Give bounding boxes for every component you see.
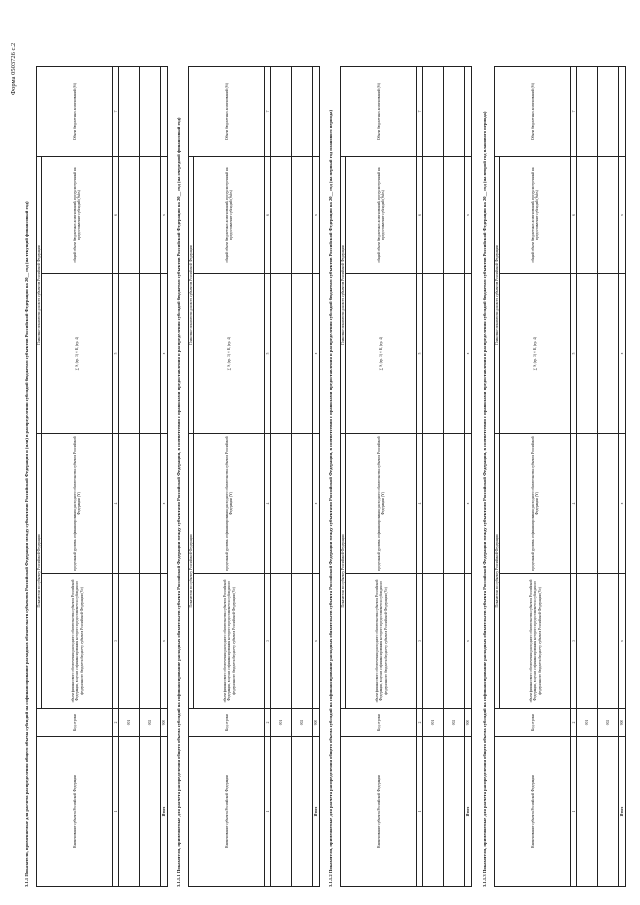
indicator-table: [36, 66, 168, 887]
cell-c4: [577, 434, 598, 574]
header-c5: ∑ Sᵢ (гр. 3) × Kᵢ (гр. 4): [42, 274, 113, 434]
header-c7: Объем бюджетных ассигнований (Si): [341, 67, 417, 157]
header-results-group: Плановые показатели для всех субъектов Российской Федерации: [495, 157, 500, 434]
section-caption: 3.1.1.3 Показатели, применяемые для расчета распределения общего объема субсидий на софинансирование расходных обязательств субъекта Российской Федерации между субъектами Российской Федерации, в соответствии с правилами предоставления и распределения субсидий бюджетам субъектов Российской Федерации на 20__ год (на второй год планового периода): [482, 111, 487, 887]
header-indicators-group: Показатели по субъекту Российской Федерации: [495, 434, 500, 709]
cell-subject: [444, 737, 465, 887]
column-number: 5: [571, 274, 577, 434]
cell-c3: [598, 574, 619, 709]
column-number: 3: [571, 574, 577, 709]
cell-c6: [423, 157, 444, 274]
section-caption: 3.1.1 Показатели, применяемые для расчета распределения общего объема субсидий на софинансирование расходных обязательств субъектов Российской Федерации между субъектами Российской Федерации и (или) в распределении субсидий бюджетам субъектов Российской Федерации на 20__ год (на текущий финансовый год): [24, 201, 29, 887]
cell-c6: [598, 157, 619, 274]
header-code: Код строки: [341, 709, 417, 737]
header-c7: Объем бюджетных ассигнований (Si): [189, 67, 265, 157]
total-c6: x: [161, 157, 168, 274]
total-c6: x: [619, 157, 626, 274]
total-c6: x: [465, 157, 472, 274]
header-subject: Наименование субъекта Российской Федерации: [341, 737, 417, 887]
cell-c5: [577, 274, 598, 434]
cell-subject: [577, 737, 598, 887]
header-indicators-group: Показатели по субъекту Российской Федерации: [189, 434, 194, 709]
total-c7: [161, 67, 168, 157]
header-subject: Наименование субъекта Российской Федерации: [37, 737, 113, 887]
header-c6: общий объем бюджетных ассигнований, предусмотренный на предоставление субсидий (Subs): [346, 157, 417, 274]
cell-code: 001: [423, 709, 444, 737]
cell-c7: [577, 67, 598, 157]
column-number: 1: [571, 737, 577, 887]
total-code: 900: [619, 709, 626, 737]
total-code: 900: [465, 709, 472, 737]
header-c4: предельный уровень софинансирования расходного обязательства субъекта Российской Федерации (Y): [346, 434, 417, 574]
total-c4: x: [161, 434, 168, 574]
column-number: 4: [113, 434, 119, 574]
cell-c3: [119, 574, 140, 709]
section-4: [482, 19, 630, 887]
cell-c4: [292, 434, 313, 574]
total-c5: x: [161, 274, 168, 434]
header-c5: ∑ Sᵢ (гр. 3) × Kᵢ (гр. 4): [346, 274, 417, 434]
total-label: Итого: [313, 737, 320, 887]
section-caption: 3.1.1.2 Показатели, применяемые для расчета распределения общего объема субсидий на софинансирование расходных обязательств субъекта Российской Федерации между субъектами Российской Федерации, в соответствии с правилами предоставления и распределения субсидий бюджетам субъектов Российской Федерации на 20__ год (на первый год планового периода): [328, 110, 333, 887]
column-number: 4: [417, 434, 423, 574]
total-c5: x: [465, 274, 472, 434]
cell-c4: [140, 434, 161, 574]
cell-c3: [292, 574, 313, 709]
total-c4: x: [465, 434, 472, 574]
total-c5: x: [313, 274, 320, 434]
total-row: [313, 67, 320, 887]
header-c4: предельный уровень софинансирования расходного обязательства субъекта Российской Федерации (Y): [42, 434, 113, 574]
cell-c4: [271, 434, 292, 574]
header-c3: объем финансового обеспечения расходного обязательства субъекта Российской Федерации, в целях софинансирования которого предоставляется субсидия из федерального бюджета бюджету субъекта Российской Федерации (Vo): [194, 574, 265, 709]
column-number: 1: [265, 737, 271, 887]
header-subject: Наименование субъекта Российской Федерации: [495, 737, 571, 887]
header-c6: общий объем бюджетных ассигнований, предусмотренный на предоставление субсидий (Subs): [42, 157, 113, 274]
table-row: [271, 67, 292, 887]
cell-c5: [598, 274, 619, 434]
total-c4: x: [619, 434, 626, 574]
cell-c4: [119, 434, 140, 574]
header-c5: ∑ Sᵢ (гр. 3) × Kᵢ (гр. 4): [194, 274, 265, 434]
total-c7: [313, 67, 320, 157]
cell-c6: [444, 157, 465, 274]
header-indicators-group: Показатели по субъекту Российской Федерации: [341, 434, 346, 709]
column-number: 1: [113, 737, 119, 887]
column-number: 7: [265, 67, 271, 157]
cell-c5: [140, 274, 161, 434]
table-row: [119, 67, 140, 887]
total-c3: x: [161, 574, 168, 709]
cell-subject: [423, 737, 444, 887]
cell-c7: [271, 67, 292, 157]
header-c5: ∑ Sᵢ (гр. 3) × Kᵢ (гр. 4): [500, 274, 571, 434]
cell-c7: [140, 67, 161, 157]
cell-c7: [444, 67, 465, 157]
section-caption: 3.1.1.1 Показатели, применяемые для расчета распределения общего объема субсидий на софинансирование расходных обязательств субъекта Российской Федерации между субъектами Российской Федерации, в соответствии с правилами предоставления и распределения субсидий бюджетам субъектов Российской Федерации на 20__ год (на очередной финансовый год): [176, 117, 181, 887]
cell-code: 002: [598, 709, 619, 737]
total-c3: x: [313, 574, 320, 709]
indicator-table: [188, 66, 320, 887]
table-row: [423, 67, 444, 887]
header-results-group: Плановые показатели для всех субъектов Российской Федерации: [37, 157, 42, 434]
cell-c3: [423, 574, 444, 709]
total-c3: x: [465, 574, 472, 709]
header-c3: объем финансового обеспечения расходного обязательства субъекта Российской Федерации, в целях софинансирования которого предоставляется субсидия из федерального бюджета бюджету субъекта Российской Федерации (Vo): [42, 574, 113, 709]
column-number: 2: [571, 709, 577, 737]
cell-c5: [444, 274, 465, 434]
cell-c7: [598, 67, 619, 157]
column-number: 7: [571, 67, 577, 157]
cell-c6: [292, 157, 313, 274]
total-label: Итого: [161, 737, 168, 887]
cell-c6: [119, 157, 140, 274]
cell-c5: [423, 274, 444, 434]
table-row: [577, 67, 598, 887]
indicator-table: [340, 66, 472, 887]
cell-code: 002: [140, 709, 161, 737]
cell-c3: [444, 574, 465, 709]
header-subject: Наименование субъекта Российской Федерации: [189, 737, 265, 887]
total-c3: x: [619, 574, 626, 709]
cell-c5: [292, 274, 313, 434]
cell-code: 001: [119, 709, 140, 737]
cell-c5: [271, 274, 292, 434]
cell-c6: [577, 157, 598, 274]
cell-c7: [119, 67, 140, 157]
total-c7: [465, 67, 472, 157]
header-results-group: Плановые показатели для всех субъектов Российской Федерации: [341, 157, 346, 434]
header-c7: Объем бюджетных ассигнований (Si): [37, 67, 113, 157]
cell-subject: [271, 737, 292, 887]
header-code: Код строки: [37, 709, 113, 737]
header-c3: объем финансового обеспечения расходного обязательства субъекта Российской Федерации, в целях софинансирования которого предоставляется субсидия из федерального бюджета бюджету субъекта Российской Федерации (Vo): [500, 574, 571, 709]
header-c4: предельный уровень софинансирования расходного обязательства субъекта Российской Федерации (Y): [500, 434, 571, 574]
cell-c4: [444, 434, 465, 574]
cell-c5: [119, 274, 140, 434]
total-code: 900: [161, 709, 168, 737]
header-c6: общий объем бюджетных ассигнований, предусмотренный на предоставление субсидий (Subs): [500, 157, 571, 274]
cell-c7: [292, 67, 313, 157]
total-label: Итого: [619, 737, 626, 887]
total-c4: x: [313, 434, 320, 574]
header-code: Код строки: [189, 709, 265, 737]
cell-c4: [598, 434, 619, 574]
cell-c3: [140, 574, 161, 709]
section-1: [24, 19, 172, 887]
header-code: Код строки: [495, 709, 571, 737]
cell-subject: [140, 737, 161, 887]
column-number: 5: [113, 274, 119, 434]
cell-c3: [271, 574, 292, 709]
indicator-table: [494, 66, 626, 887]
cell-subject: [119, 737, 140, 887]
total-label: Итого: [465, 737, 472, 887]
column-number: 2: [113, 709, 119, 737]
table-row: [140, 67, 161, 887]
cell-c6: [140, 157, 161, 274]
table-row: [292, 67, 313, 887]
total-c6: x: [313, 157, 320, 274]
column-number: 4: [265, 434, 271, 574]
column-number: 7: [417, 67, 423, 157]
cell-c4: [423, 434, 444, 574]
table-row: [444, 67, 465, 887]
column-number: 6: [417, 157, 423, 274]
section-3: [328, 19, 476, 887]
column-number: 4: [571, 434, 577, 574]
cell-c3: [577, 574, 598, 709]
cell-code: 002: [292, 709, 313, 737]
cell-code: 001: [577, 709, 598, 737]
column-number: 6: [571, 157, 577, 274]
column-number: 2: [265, 709, 271, 737]
section-2: [176, 19, 324, 887]
header-results-group: Плановые показатели для всех субъектов Российской Федерации: [189, 157, 194, 434]
column-number: 6: [265, 157, 271, 274]
cell-code: 002: [444, 709, 465, 737]
column-number: 5: [417, 274, 423, 434]
column-number: 7: [113, 67, 119, 157]
total-c7: [619, 67, 626, 157]
cell-code: 001: [271, 709, 292, 737]
header-c3: объем финансового обеспечения расходного обязательства субъекта Российской Федерации, в целях софинансирования которого предоставляется субсидия из федерального бюджета бюджету субъекта Российской Федерации (Vo): [346, 574, 417, 709]
total-row: [465, 67, 472, 887]
cell-subject: [292, 737, 313, 887]
column-number: 3: [265, 574, 271, 709]
header-c7: Объем бюджетных ассигнований (Si): [495, 67, 571, 157]
total-code: 900: [313, 709, 320, 737]
header-indicators-group: Показатели по субъекту Российской Федерации: [37, 434, 42, 709]
form-code: Форма 0503726 с.2: [10, 42, 17, 95]
cell-subject: [598, 737, 619, 887]
cell-c6: [271, 157, 292, 274]
header-c6: общий объем бюджетных ассигнований, предусмотренный на предоставление субсидий (Subs): [194, 157, 265, 274]
column-number: 6: [113, 157, 119, 274]
column-number: 5: [265, 274, 271, 434]
total-c5: x: [619, 274, 626, 434]
total-row: [619, 67, 626, 887]
total-row: [161, 67, 168, 887]
header-c4: предельный уровень софинансирования расходного обязательства субъекта Российской Федерации (Y): [194, 434, 265, 574]
cell-c7: [423, 67, 444, 157]
column-number: 3: [417, 574, 423, 709]
column-number: 2: [417, 709, 423, 737]
table-row: [598, 67, 619, 887]
column-number: 1: [417, 737, 423, 887]
column-number: 3: [113, 574, 119, 709]
